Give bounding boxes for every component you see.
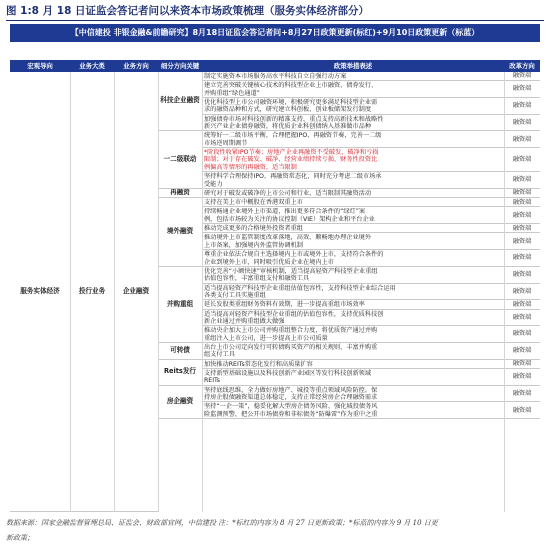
policy-text-line: 重组注入上市公司，进一步提高上市公司质量 <box>204 334 328 342</box>
policy-text-line: 支持新型基础设施以及科技创新产业园区等发行科技创新领域 <box>204 369 372 377</box>
policy-text-line: 各类支付工具实施重组 <box>204 291 266 299</box>
policy-text <box>202 98 504 115</box>
policy-text-line: 并购重组“绿色通道” <box>204 89 260 97</box>
reform-tag: 融资端 <box>504 326 540 343</box>
reform-tag: 融资端 <box>504 81 540 98</box>
macro-cell: 服务实体经济 <box>10 72 70 512</box>
header-keyword: 细分方向关键词 <box>160 62 200 82</box>
policy-text <box>202 115 504 132</box>
reform-tag: 融资端 <box>504 284 540 301</box>
reform-tag: 融资端 <box>504 267 540 284</box>
policy-text-line: 持续畅通企业境外上市渠道，推出更多符合条件的“绿灯”案 <box>204 208 366 216</box>
reform-tag: 融资端 <box>504 310 540 327</box>
keyword-cell: 科技企业融资 <box>158 72 202 131</box>
footnote-line: 新政策； <box>6 534 34 542</box>
policy-text-line: 加强债券市场对科技创新的精准支持，重点支持高新技术和战略性 <box>204 115 384 123</box>
reform-tag: 融资端 <box>504 72 540 81</box>
policy-text-line: 新企业通过并购重组做大做强 <box>204 317 285 325</box>
policy-text <box>202 250 504 267</box>
policy-text <box>202 234 504 251</box>
reform-tag: 融资端 <box>504 234 540 251</box>
reform-tag: 融资端 <box>504 98 540 115</box>
policy-text <box>202 386 504 403</box>
reform-tag: 融资端 <box>504 198 540 207</box>
reform-tag: 融资端 <box>504 250 540 267</box>
policy-text-line: 求的融资品种和方式，研究建立科创板、创业板储架发行制度 <box>204 106 372 114</box>
footnote-line: 数据来源：国家金融监督管理总局、证监会、财政部官网，中信建投 注：*标红的内容为 8 月 27 日更新政策；*标蓝的内容为 9 月 10 日更 <box>6 519 438 527</box>
reform-tag: 融资端 <box>504 172 540 189</box>
header-direction: 业务方向 <box>123 62 149 70</box>
direction-cell: 企业融资 <box>114 72 158 512</box>
policy-text <box>202 208 504 225</box>
reform-tag: 融资端 <box>504 131 540 148</box>
policy-text <box>202 224 504 233</box>
policy-text-line: 组支付工具 <box>204 351 235 359</box>
keyword-cell: 并购重组 <box>158 267 202 343</box>
policy-text-line: 延长发股类重组财务资料有效期，进一步提高重组市场效率 <box>204 301 365 309</box>
keyword-cell: Reits发行 <box>158 360 202 386</box>
policy-text-line: 新兴产业企业债券融资，将优质企业科创债纳入基准做市品种 <box>204 123 372 131</box>
policy-text-line: 例，包括市场较为关注的协议控制（VIE）架构企业和平台企业 <box>204 215 375 223</box>
reform-tag: 融资端 <box>504 148 540 172</box>
policy-text-line: 出台上市公司定向发行可转债购买资产的相关规则，丰富并购重 <box>204 343 378 351</box>
policy-text-line: 坚持底线思维，全力做好房地产、城投等重点领域风险防控。保 <box>204 386 378 394</box>
policy-text-line: 制定实施资本市场服务高水平科技自立自强行动方案 <box>204 72 347 80</box>
policy-text-line: 市场逆周期调节 <box>204 139 248 147</box>
figure-title: 图 1:8 月 18 日证监会答记者问以来资本市场政策梳理（服务实体经济部分） <box>6 2 544 21</box>
reform-tag: 融资端 <box>504 360 540 369</box>
policy-text-line: 优化完善“小额快速”审核机制，适当提高轻资产科技型企业重组 <box>204 267 378 275</box>
header-business: 业务大类 <box>79 62 105 70</box>
policy-text-line: 推动央企加大上市公司并购重组整合力度，将优质资产通过并购 <box>204 327 378 335</box>
policy-text-line: 尊重企业依法合规自主选择境内上市或境外上市，支持符合条件的 <box>204 251 384 259</box>
policy-text-line: 坚持“一企一策”，稳妥化解大型房企债务风险，强化城投债务风 <box>204 403 378 411</box>
policy-text-line: 推动完成更多的合格境外投资者重组 <box>204 225 303 233</box>
header-macro: 宏观导向 <box>27 62 53 70</box>
policy-text-line: 险监测预警，把公开市场债券和非标债务“防爆雷”作为重中之重 <box>204 410 378 418</box>
policy-text <box>202 402 504 419</box>
reform-tag: 融资端 <box>504 224 540 233</box>
reform-tag: 融资端 <box>504 386 540 403</box>
business-cell: 投行业务 <box>70 72 114 512</box>
policy-text <box>202 267 504 284</box>
policy-text <box>202 369 504 386</box>
policy-text-line: 建立完善突破关键核心技术的科技型企业上市融资、债券发行、 <box>204 82 378 90</box>
policy-text-line: 例偏高等情形的再融资，适当限制 <box>204 163 297 171</box>
policy-text-line: 推动境外上市监管制度改革落地，高效、顺畅地办理企业境外 <box>204 234 372 242</box>
keyword-cell: 可转债 <box>158 343 202 360</box>
policy-text-line: 支持在美上市中概股在香港双重上市 <box>204 199 303 207</box>
policy-text <box>202 172 504 189</box>
keyword-cell: 再融资 <box>158 189 202 198</box>
policy-text <box>202 72 504 81</box>
table-banner: 【中信建投 非银金融&前瞻研究】8月18日证监会答记者问+8月27日政策更新(标红)+9月10日政策更新（标蓝） <box>10 24 540 42</box>
policy-text-line: 优化科技型上市公司融资环境，积极研究更多满足科技型企业需 <box>204 98 378 106</box>
policy-text <box>202 189 504 198</box>
reform-tag: 融资端 <box>504 300 540 309</box>
policy-text <box>202 148 504 172</box>
keyword-cell: 一二级联动 <box>158 131 202 189</box>
policy-text <box>202 300 504 309</box>
reform-tag: 融资端 <box>504 369 540 386</box>
reform-tag: 融资端 <box>504 189 540 198</box>
policy-text <box>202 326 504 343</box>
policy-table <box>10 72 540 512</box>
header-reform: 改革方向 <box>509 62 535 70</box>
policy-text-line: 坚持科学合理保持IPO、再融资常态化，同时充分考虑二级市场承 <box>204 173 382 181</box>
policy-text <box>202 284 504 301</box>
policy-text-line: 适当提高对轻资产科技型企业重组的估值包容性，支持优质科技创 <box>204 310 384 318</box>
policy-text <box>202 198 504 207</box>
footnote <box>6 516 546 546</box>
policy-text <box>202 360 504 369</box>
reform-tag: 融资端 <box>504 402 540 419</box>
policy-text-line: *阶段性收紧IPO节奏；房地产企业再融资不受破发、破净和亏损 <box>204 149 379 157</box>
policy-text-line: 加快推动REITs常态化发行和高质量扩容 <box>204 360 313 368</box>
policy-text-line: 持房企股债融资渠道总体稳定，支持正常经营房企合理融资需求 <box>204 394 378 402</box>
policy-text <box>202 343 504 360</box>
policy-text <box>202 310 504 327</box>
keyword-cell: 境外融资 <box>158 198 202 267</box>
policy-text <box>202 81 504 98</box>
policy-text <box>202 131 504 148</box>
policy-text-line: 上市备案，加强境内外监管协调机制 <box>204 241 303 249</box>
policy-text-line: 受能力 <box>204 180 223 188</box>
policy-text-line: 统筹好一二级市场平衡，合理把握IPO、再融资节奏，完善一二级 <box>204 132 382 140</box>
keyword-cell: 房企融资 <box>158 386 202 419</box>
policy-text-line: 限制；对于存在破发、破净、经营业绩持续亏损、财务性投资比 <box>204 156 378 164</box>
policy-text-line: 研究对于破发或破净的上市公司和行业，适当限制其融资活动 <box>204 189 372 197</box>
policy-text-line: 估值包容性，丰富重组支付和融资工具 <box>204 275 310 283</box>
header-policy: 政策举措表述 <box>333 62 373 70</box>
policy-text-line: 企业到境外上市，同时吸引优质企业在境内上市 <box>204 258 334 266</box>
reform-tag: 融资端 <box>504 208 540 225</box>
policy-text-line: REITs <box>204 377 221 385</box>
reform-tag: 融资端 <box>504 115 540 132</box>
reform-tag: 融资端 <box>504 343 540 360</box>
policy-text-line: 适当提高轻资产科技型企业重组估值包容性，支持科技型企业综合运用 <box>204 284 396 292</box>
